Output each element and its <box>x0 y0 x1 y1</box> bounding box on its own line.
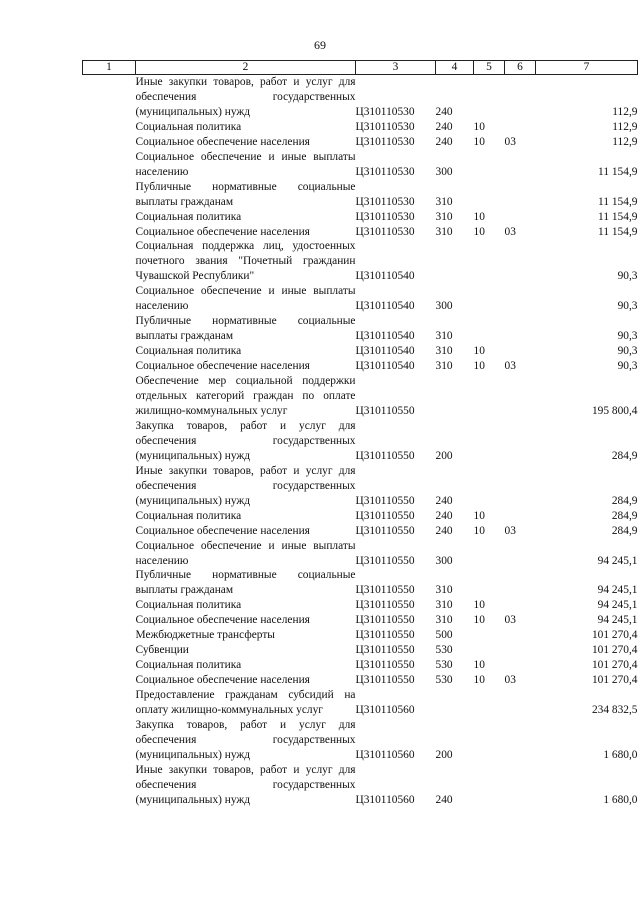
cell-subsection <box>505 464 536 509</box>
cell-col-1 <box>83 75 136 120</box>
cell-amount: 195 800,4 <box>591 404 638 417</box>
cell-subsection: 03 <box>504 360 516 373</box>
cell-section <box>474 628 505 643</box>
cell-expense-type: 200 <box>435 748 453 761</box>
page-number: 69 <box>314 38 326 52</box>
cell-subsection <box>505 210 536 225</box>
cell-name: Социальное обеспечение населения <box>135 135 310 148</box>
cell-section: 10 <box>473 360 485 373</box>
cell-section <box>474 464 505 509</box>
cell-target-article: Ц310110550 <box>355 584 415 597</box>
cell-expense-type: 530 <box>435 674 453 687</box>
cell-name: Субвенции <box>135 644 189 657</box>
cell-name: Социальное обеспечение населения <box>135 225 310 238</box>
cell-section <box>474 643 505 658</box>
cell-subsection <box>505 763 536 808</box>
cell-subsection <box>505 598 536 613</box>
cell-amount: 90,3 <box>617 300 638 313</box>
cell-section <box>474 75 505 120</box>
cell-col-1 <box>83 150 136 180</box>
cell-col-1 <box>83 658 136 673</box>
cell-target-article: Ц310110550 <box>355 524 415 537</box>
cell-expense-type: 310 <box>435 210 453 223</box>
table-row <box>83 673 638 688</box>
cell-target-article: Ц310110540 <box>355 345 415 358</box>
cell-col-1 <box>83 225 136 240</box>
cell-name: Предоставление гражданам субсидий на оплату жилищно-коммунальных услуг <box>135 689 356 717</box>
cell-name: Социальное обеспечение населения <box>135 614 310 627</box>
cell-name: Публичные нормативные социальные выплаты гражданам <box>135 180 356 208</box>
cell-col-1 <box>83 359 136 374</box>
cell-section <box>474 150 505 180</box>
cell-expense-type: 240 <box>435 524 453 537</box>
cell-section <box>474 568 505 598</box>
cell-expense-type: 240 <box>435 105 453 118</box>
table-row <box>83 284 638 314</box>
header-row <box>83 61 638 75</box>
cell-subsection <box>505 284 536 314</box>
cell-subsection <box>505 419 536 464</box>
cell-target-article: Ц310110550 <box>355 449 415 462</box>
cell-target-article: Ц310110530 <box>355 120 415 133</box>
cell-expense-type <box>436 239 474 284</box>
cell-section: 10 <box>473 659 485 672</box>
cell-subsection <box>505 75 536 120</box>
cell-subsection <box>505 120 536 135</box>
cell-subsection <box>505 688 536 718</box>
cell-amount: 90,3 <box>617 270 638 283</box>
table-row <box>83 643 638 658</box>
cell-name: Социальная политика <box>135 509 242 522</box>
table-row <box>83 75 638 120</box>
cell-target-article: Ц310110560 <box>355 793 415 806</box>
cell-expense-type: 310 <box>435 225 453 238</box>
cell-section <box>474 419 505 464</box>
cell-expense-type: 310 <box>435 599 453 612</box>
table-row <box>83 314 638 344</box>
cell-col-1 <box>83 374 136 419</box>
cell-col-1 <box>83 314 136 344</box>
cell-name: Социальная политика <box>135 345 242 358</box>
table-row <box>83 239 638 284</box>
cell-amount: 101 270,4 <box>591 674 638 687</box>
cell-expense-type: 530 <box>435 644 453 657</box>
cell-col-1 <box>83 628 136 643</box>
cell-amount: 234 832,5 <box>591 704 638 717</box>
cell-target-article: Ц310110530 <box>355 225 415 238</box>
cell-subsection <box>505 374 536 419</box>
table-row <box>83 210 638 225</box>
table-row <box>83 763 638 808</box>
cell-amount: 11 154,9 <box>598 225 638 238</box>
cell-amount: 1 680,0 <box>603 748 638 761</box>
table-row <box>83 359 638 374</box>
cell-name: Социальное обеспечение и иные выплаты населению <box>135 285 356 313</box>
cell-section <box>474 539 505 569</box>
cell-amount: 112,9 <box>612 135 638 148</box>
cell-section: 10 <box>473 674 485 687</box>
cell-amount: 101 270,4 <box>591 659 638 672</box>
header-col-4: 4 <box>436 61 474 75</box>
cell-subsection <box>505 239 536 284</box>
cell-subsection <box>505 658 536 673</box>
cell-expense-type: 240 <box>435 793 453 806</box>
cell-target-article: Ц310110530 <box>355 210 415 223</box>
cell-target-article: Ц310110530 <box>355 135 415 148</box>
cell-expense-type: 200 <box>435 449 453 462</box>
cell-col-1 <box>83 718 136 763</box>
cell-subsection <box>505 568 536 598</box>
cell-target-article: Ц310110550 <box>355 599 415 612</box>
cell-col-1 <box>83 284 136 314</box>
cell-target-article: Ц310110550 <box>355 554 415 567</box>
cell-expense-type: 240 <box>435 135 453 148</box>
cell-expense-type: 310 <box>435 614 453 627</box>
table-row <box>83 135 638 150</box>
cell-target-article: Ц310110540 <box>355 270 415 283</box>
table-row <box>83 150 638 180</box>
table-body <box>83 75 638 808</box>
cell-target-article: Ц310110540 <box>355 330 415 343</box>
table-row <box>83 628 638 643</box>
cell-section <box>474 239 505 284</box>
cell-section: 10 <box>473 524 485 537</box>
cell-col-1 <box>83 135 136 150</box>
cell-col-1 <box>83 539 136 569</box>
cell-amount: 284,9 <box>611 449 638 462</box>
cell-section: 10 <box>473 345 485 358</box>
cell-amount: 11 154,9 <box>598 195 638 208</box>
cell-col-1 <box>83 419 136 464</box>
cell-section: 10 <box>473 599 485 612</box>
cell-section: 10 <box>473 614 485 627</box>
cell-name: Социальная политика <box>135 599 242 612</box>
cell-section: 10 <box>473 120 485 133</box>
cell-name: Иные закупки товаров, работ и услуг для обеспечения государственных (муниципальных) нужд <box>135 763 356 806</box>
cell-subsection <box>505 718 536 763</box>
table-row <box>83 180 638 210</box>
cell-target-article: Ц310110540 <box>355 300 415 313</box>
cell-subsection <box>505 314 536 344</box>
cell-section <box>474 314 505 344</box>
cell-section <box>474 763 505 808</box>
table-row <box>83 120 638 135</box>
cell-col-1 <box>83 763 136 808</box>
cell-section <box>474 718 505 763</box>
cell-expense-type: 300 <box>435 554 453 567</box>
cell-target-article: Ц310110530 <box>355 195 415 208</box>
cell-target-article: Ц310110530 <box>355 165 415 178</box>
table-row <box>83 225 638 240</box>
cell-section <box>474 284 505 314</box>
cell-subsection: 03 <box>504 225 516 238</box>
cell-target-article: Ц310110560 <box>355 704 415 717</box>
cell-expense-type: 300 <box>435 300 453 313</box>
table-row <box>83 539 638 569</box>
cell-target-article: Ц310110550 <box>355 644 415 657</box>
cell-subsection <box>505 509 536 524</box>
table-row <box>83 568 638 598</box>
cell-amount: 94 245,1 <box>597 599 638 612</box>
cell-target-article: Ц310110550 <box>355 494 415 507</box>
cell-name: Публичные нормативные социальные выплаты гражданам <box>135 315 356 343</box>
cell-name: Социальное обеспечение и иные выплаты населению <box>135 150 356 178</box>
cell-col-1 <box>83 643 136 658</box>
cell-col-1 <box>83 180 136 210</box>
header-col-3: 3 <box>356 61 436 75</box>
cell-target-article: Ц310110530 <box>355 105 415 118</box>
cell-amount: 90,3 <box>617 330 638 343</box>
cell-amount: 101 270,4 <box>591 629 638 642</box>
cell-col-1 <box>83 509 136 524</box>
cell-target-article: Ц310110550 <box>355 674 415 687</box>
cell-subsection: 03 <box>504 524 516 537</box>
cell-amount: 94 245,1 <box>597 614 638 627</box>
cell-subsection <box>505 150 536 180</box>
cell-subsection <box>505 344 536 359</box>
cell-col-1 <box>83 464 136 509</box>
cell-target-article: Ц310110550 <box>355 509 415 522</box>
cell-col-1 <box>83 568 136 598</box>
cell-name: Публичные нормативные социальные выплаты гражданам <box>135 569 356 597</box>
cell-name: Социальная поддержка лиц, удостоенных почетного звания "Почетный гражданин Чувашской Республики" <box>135 240 356 283</box>
table-row <box>83 688 638 718</box>
cell-name: Социальное обеспечение населения <box>135 524 310 537</box>
table-row <box>83 374 638 419</box>
cell-expense-type: 310 <box>435 345 453 358</box>
cell-subsection <box>505 628 536 643</box>
cell-target-article: Ц310110550 <box>355 614 415 627</box>
table-row <box>83 598 638 613</box>
table-row <box>83 344 638 359</box>
cell-amount: 1 680,0 <box>603 793 638 806</box>
cell-expense-type: 300 <box>435 165 453 178</box>
cell-amount: 284,9 <box>611 524 638 537</box>
cell-amount: 94 245,1 <box>597 584 638 597</box>
cell-section: 10 <box>473 509 485 522</box>
cell-subsection <box>505 539 536 569</box>
cell-section <box>474 688 505 718</box>
header-col-1: 1 <box>83 61 136 75</box>
cell-name: Межбюджетные трансферты <box>135 629 275 642</box>
table-row <box>83 464 638 509</box>
cell-name: Иные закупки товаров, работ и услуг для обеспечения государственных (муниципальных) нужд <box>135 76 356 118</box>
cell-expense-type: 310 <box>435 195 453 208</box>
cell-expense-type: 310 <box>435 584 453 597</box>
table-row <box>83 613 638 628</box>
cell-subsection <box>505 180 536 210</box>
cell-section <box>474 374 505 419</box>
cell-target-article: Ц310110560 <box>355 748 415 761</box>
cell-name: Закупка товаров, работ и услуг для обеспечения государственных (муниципальных) нужд <box>135 718 356 761</box>
cell-col-1 <box>83 120 136 135</box>
cell-subsection: 03 <box>504 135 516 148</box>
table-row <box>83 524 638 539</box>
cell-amount: 284,9 <box>611 494 638 507</box>
cell-name: Социальное обеспечение населения <box>135 674 310 687</box>
cell-expense-type <box>436 374 474 419</box>
cell-name: Социальная политика <box>135 120 242 133</box>
cell-col-1 <box>83 239 136 284</box>
cell-amount: 94 245,1 <box>597 554 638 567</box>
cell-expense-type: 530 <box>435 659 453 672</box>
cell-name: Иные закупки товаров, работ и услуг для обеспечения государственных (муниципальных) нужд <box>135 464 356 507</box>
table-row <box>83 718 638 763</box>
cell-subsection <box>505 643 536 658</box>
cell-section: 10 <box>473 135 485 148</box>
header-col-2: 2 <box>136 61 356 75</box>
cell-subsection: 03 <box>504 614 516 627</box>
cell-target-article: Ц310110550 <box>355 659 415 672</box>
cell-section <box>474 180 505 210</box>
cell-col-1 <box>83 210 136 225</box>
table-row <box>83 419 638 464</box>
cell-subsection: 03 <box>504 674 516 687</box>
cell-name: Социальное обеспечение и иные выплаты населению <box>135 539 356 567</box>
cell-name: Обеспечение мер социальной поддержки отдельных категорий граждан по оплате жилищно-коммунальных услуг <box>135 375 356 417</box>
cell-col-1 <box>83 344 136 359</box>
cell-col-1 <box>83 524 136 539</box>
header-col-6: 6 <box>505 61 536 75</box>
cell-amount: 101 270,4 <box>591 644 638 657</box>
cell-expense-type: 240 <box>435 120 453 133</box>
table-row <box>83 658 638 673</box>
cell-amount: 90,3 <box>617 345 638 358</box>
cell-name: Социальная политика <box>135 210 242 223</box>
cell-section: 10 <box>473 210 485 223</box>
cell-amount: 112,9 <box>612 105 638 118</box>
cell-name: Закупка товаров, работ и услуг для обеспечения государственных (муниципальных) нужд <box>135 419 356 462</box>
cell-name: Социальное обеспечение населения <box>135 360 310 373</box>
cell-col-1 <box>83 598 136 613</box>
header-col-7: 7 <box>536 61 638 75</box>
cell-amount: 112,9 <box>612 120 638 133</box>
cell-expense-type: 240 <box>435 509 453 522</box>
header-col-5: 5 <box>474 61 505 75</box>
cell-amount: 11 154,9 <box>598 210 638 223</box>
cell-expense-type: 240 <box>435 494 453 507</box>
cell-col-1 <box>83 673 136 688</box>
cell-col-1 <box>83 688 136 718</box>
cell-col-1 <box>83 613 136 628</box>
cell-target-article: Ц310110540 <box>355 360 415 373</box>
budget-table <box>82 60 638 808</box>
cell-expense-type: 310 <box>435 330 453 343</box>
cell-section: 10 <box>473 225 485 238</box>
cell-target-article: Ц310110550 <box>355 404 415 417</box>
cell-amount: 284,9 <box>611 509 638 522</box>
cell-amount: 11 154,9 <box>598 165 638 178</box>
cell-target-article: Ц310110550 <box>355 629 415 642</box>
cell-expense-type: 310 <box>435 360 453 373</box>
table-row <box>83 509 638 524</box>
cell-expense-type <box>436 688 474 718</box>
cell-name: Социальная политика <box>135 659 242 672</box>
cell-expense-type: 500 <box>435 629 453 642</box>
cell-amount: 90,3 <box>617 360 638 373</box>
